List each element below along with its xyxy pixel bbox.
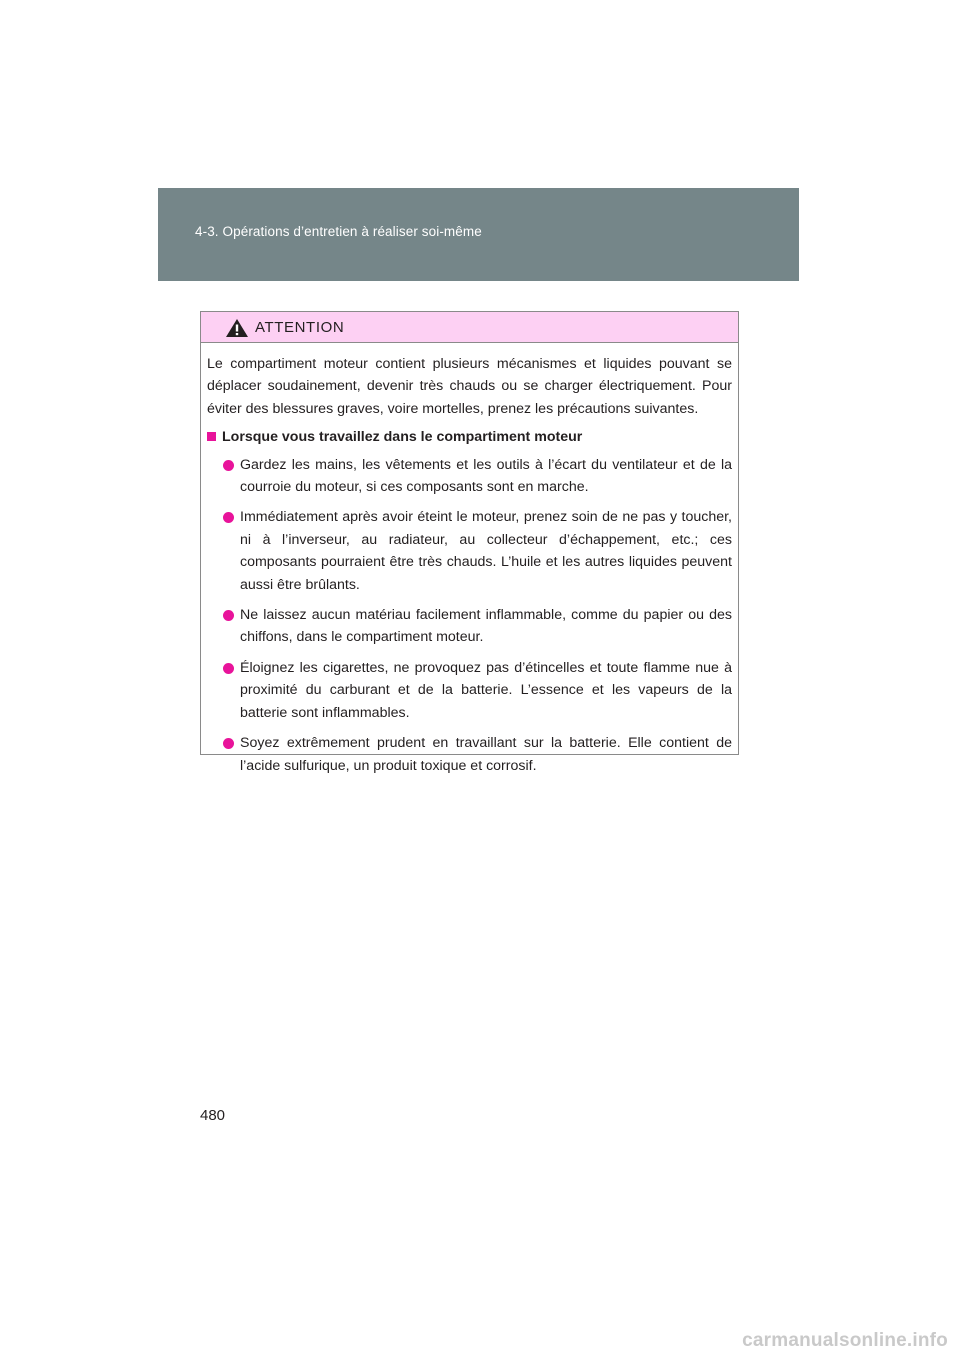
list-item-text: Gardez les mains, les vêtements et les outils à l’écart du ventilateur et de la courroie du moteur, si ces composants sont en marche. [240,456,732,496]
list-item [222,604,732,649]
page-number: 480 [200,1107,226,1124]
list-item-text: Immédiatement après avoir éteint le moteur, prenez soin de ne pas y toucher, ni à l’inverseur, au radiateur, au collecteur d’échappement, etc.; ces composants pourraient être très chauds. L’huile et les autres liquides peuvent aussi être brûlants. [240,509,732,593]
section-heading [207,426,732,448]
section-title: 4-3. Opérations d’entretien à réaliser soi-même [195,224,482,239]
precaution-list [207,454,732,777]
list-item-text: Éloignez les cigarettes, ne provoquez pas d’étincelles et toute flamme nue à proximité du carburant et de la batterie. L’essence et les vapeurs de la batterie sont inflammables. [240,659,732,721]
warning-intro: Le compartiment moteur contient plusieurs mécanismes et liquides pouvant se déplacer soudainement, devenir très chauds ou se charger électriquement. Pour éviter des blessures graves, voire mortelles, prenez les précautions suivantes. [207,356,732,417]
round-bullet-icon [223,738,234,749]
section-header-band [158,188,799,281]
list-item [222,454,732,499]
round-bullet-icon [223,460,234,471]
round-bullet-icon [223,663,234,674]
list-item [222,657,732,724]
warning-title: ATTENTION [255,318,345,336]
warning-triangle-icon [225,318,249,338]
list-item [222,732,732,777]
round-bullet-icon [223,512,234,523]
square-bullet-icon [207,432,216,441]
warning-box [200,311,739,774]
list-item-text: Ne laissez aucun matériau facilement inflammable, comme du papier ou des chiffons, dans le compartiment moteur. [240,607,732,646]
round-bullet-icon [223,610,234,621]
list-item [222,506,732,596]
watermark: carmanualsonline.info [742,1330,948,1351]
warning-body [201,343,738,777]
list-item-text: Soyez extrêmement prudent en travaillant sur la batterie. Elle contient de l’acide sulfurique, un produit toxique et corrosif. [240,735,732,774]
section-heading-text: Lorsque vous travaillez dans le compartiment moteur [222,429,583,446]
warning-header [201,312,738,343]
